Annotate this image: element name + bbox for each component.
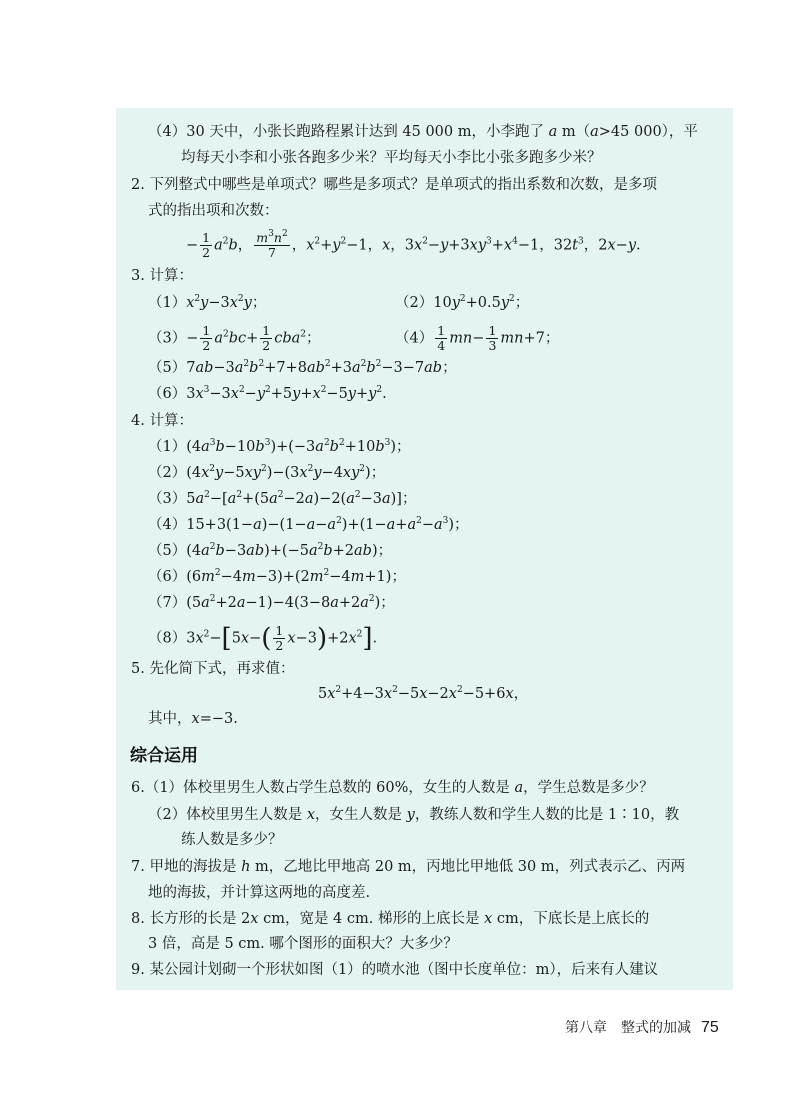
exercise-8-line1: 8. 长方形的长是 2x cm，宽是 4 cm. 梯形的上底长是 x cm，下底长是上底长的 bbox=[131, 911, 650, 927]
exercise-4-4-line2: 均每天小李和小张各跑多少米？平均每天小李比小张多跑多少米？ bbox=[181, 150, 602, 166]
exercise-9-line1: 9. 某公园计划砌一个形状如图（1）的喷水池（图中长度单位：m），后来有人建议 bbox=[131, 962, 659, 978]
exercise-6-line2: （2）体校里男生人数是 x，女生人数是 y，教练人数和学生人数的比是 1∶10，教 bbox=[148, 807, 680, 823]
exercise-3-item-1: $(1)x^2y-3x^2y$； bbox=[148, 294, 267, 311]
exercise-4-title: 4. 计算： bbox=[131, 413, 193, 429]
exercise-3-item-4: （4） $\frac{1}{4}$ mn− $\frac{1}{3}$ mn+7； bbox=[395, 323, 560, 353]
exercise-4-item-5: $(5)(4a^2b-3ab)+(-5a^2b+2ab)$； bbox=[148, 542, 393, 559]
exercise-4-item-4: $(4)15+3(1-a)-(1-a-a^2)+(1-a+a^2-a^3)$； bbox=[148, 516, 469, 533]
exercise-3-item-5: $(5)7ab-3a^2b^2+7+8ab^2+3a^2b^2-3-7ab$； bbox=[148, 359, 457, 376]
exercise-4-item-8: $(8)3x^2-[5x-$( $\frac{1}{2}$ $x-3)+2x^2$]. bbox=[148, 623, 378, 654]
exercise-4-item-2: $(2)(4x^2y-5xy^2)-(3x^2y-4xy^2)$； bbox=[148, 464, 386, 481]
exercise-6-line1: 6.（1）体校里男生人数占学生总数的 60%，女生的人数是 a，学生总数是多少？ bbox=[131, 780, 654, 796]
page-number: 75 bbox=[701, 1019, 719, 1036]
exercise-3-title: 3. 计算： bbox=[131, 268, 193, 284]
page-footer bbox=[565, 1017, 719, 1037]
exercise-3-item-6: $(6)3x^3-3x^2-y^2+5y+x^2-5y+y^2$. bbox=[148, 385, 387, 402]
exercise-4-item-1: $(1)(4a^3b-10b^3)+(-3a^2b^2+10b^3)$； bbox=[148, 438, 411, 455]
exercise-8-line2: 3 倍，高是 5 cm. 哪个图形的面积大？大多少？ bbox=[148, 936, 458, 952]
exercise-5-condition: 其中，x=−3. bbox=[148, 711, 238, 727]
exercise-7-line1: 7. 甲地的海拔是 h m，乙地比甲地高 20 m，丙地比甲地低 30 m，列式表示乙、丙两 bbox=[131, 859, 686, 875]
exercise-3-item-2: $(2)10y^2+0.5y^2$； bbox=[395, 294, 530, 311]
exercise-5-title: 5. 先化简下式，再求值： bbox=[131, 661, 295, 677]
exercise-2-line2: 式的指出项和次数： bbox=[148, 203, 279, 219]
exercise-4-item-3: $(3)5a^2-[a^2+(5a^2-2a)-2(a^2-3a)]$； bbox=[148, 490, 417, 507]
exercise-2-expressions: − $\frac{1}{2}$ $a^2b$， $\frac{m^3n^2}{7}$ ，$x^2+y^2-1$，x，$3x^2-y+3xy^3+x^4-1$，$32t^3$，2x−y. bbox=[186, 229, 641, 260]
chapter-title: 第八章 整式的加减 bbox=[565, 1020, 691, 1036]
exercise-2-line1: 2. 下列整式中哪些是单项式？哪些是多项式？是单项式的指出系数和次数，是多项 bbox=[131, 177, 657, 193]
exercise-4-item-6: $(6)(6m^2-4m-3)+(2m^2-4m+1)$； bbox=[148, 568, 406, 585]
exercise-3-item-3: （3）− $\frac{1}{2}$ $a^2bc+$ $\frac{1}{2}$ cba$^2$； bbox=[148, 323, 321, 353]
exercise-4-item-7: $(7)(5a^2+2a-1)-4(3-8a+2a^2)$； bbox=[148, 594, 395, 611]
section-heading: 综合运用 bbox=[130, 746, 198, 766]
exercise-4-4-line1: （4）30 天中，小张长跑路程累计达到 45 000 m，小李跑了 a m（a>45 000），平 bbox=[148, 124, 698, 140]
exercise-7-line2: 地的海拔，并计算这两地的高度差. bbox=[148, 885, 371, 901]
exercise-6-line3: 练人数是多少？ bbox=[181, 832, 283, 848]
exercise-5-expression: $5x^2+4-3x^2-5x-2x^2-5+6x$， bbox=[318, 685, 529, 702]
